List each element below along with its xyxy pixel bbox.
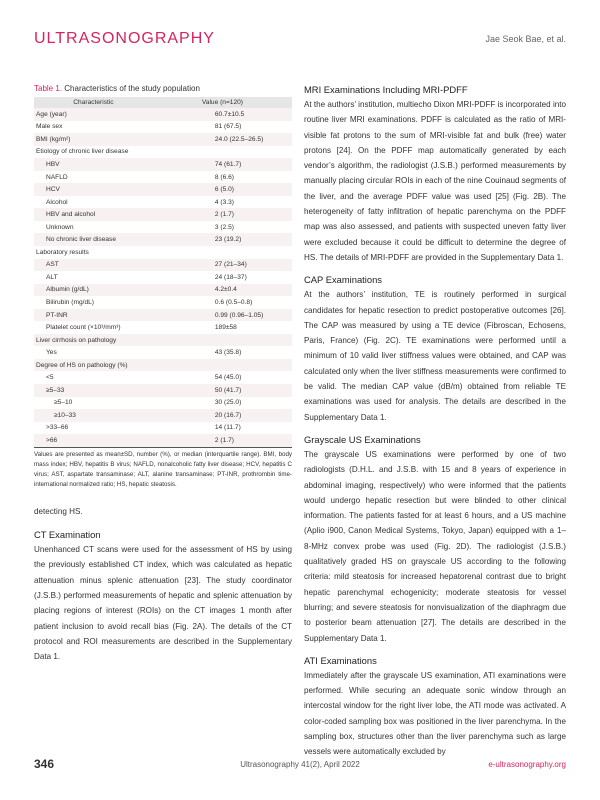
table-row	[34, 359, 292, 372]
row-characteristic: Male sex	[36, 123, 63, 131]
row-characteristic: Liver cirrhosis on pathology	[34, 334, 153, 347]
running-author: Jae Seok Bae, et al.	[485, 34, 566, 44]
row-characteristic: HBV	[34, 158, 153, 171]
table-caption	[34, 84, 292, 93]
table-row	[34, 334, 292, 347]
row-value: 20 (16.7)	[153, 409, 292, 422]
row-characteristic: BMI (kg/m²)	[34, 133, 153, 146]
row-value: 2 (1.7)	[153, 434, 292, 447]
row-value: 27 (21–34)	[153, 259, 292, 272]
row-characteristic: >66	[34, 434, 153, 447]
row-characteristic: ≥5–33	[34, 384, 153, 397]
table-row	[34, 171, 292, 184]
row-characteristic: <5	[46, 374, 54, 382]
journal-reference: Ultrasonography 41(2), April 2022	[240, 760, 360, 769]
table-row	[34, 183, 292, 196]
row-characteristic: Albumin (g/dL)	[34, 284, 153, 297]
table-row	[34, 146, 292, 159]
row-characteristic: Degree of HS on pathology (%)	[34, 359, 153, 372]
table-row	[34, 271, 292, 284]
ct-heading: CT Examination	[34, 529, 101, 541]
row-value	[153, 246, 292, 259]
row-value: 2 (1.7)	[153, 208, 292, 221]
row-value: 43 (35.8)	[214, 349, 242, 357]
row-value: 14 (11.7)	[214, 424, 241, 432]
table-row	[34, 422, 292, 435]
grayscale-us-heading: Grayscale US Examinations	[304, 433, 421, 445]
table-row	[34, 196, 292, 209]
cap-paragraph: At the authors’ institution, TE is routinely performed in surgical candidates for hepatic resection to predict postoperative outcomes [26]. The CAP was measured by using a TE device (Fibroscan, Echosens, Paris, France) (Fig. 2C). TE examinations were performed until a minimum of 10 valid liver stiffness values were obtained, and CAP was calculated only when the liver stiffness measurements were confirmed to be valid. The median CAP value (dB/m) obtained from reliable TE examinations was used for analysis. The details are described in the Supplementary Data 1.	[304, 290, 566, 422]
row-value: 24.0 (22.5–26.5)	[153, 133, 292, 146]
row-characteristic: >33–66	[46, 424, 69, 432]
row-characteristic: NAFLD	[46, 173, 68, 181]
page-number: 346	[34, 757, 55, 771]
row-value	[153, 334, 292, 347]
row-value: 189±58	[214, 324, 237, 332]
row-value: 60.7±10.5	[153, 108, 292, 121]
row-value: 50 (41.7)	[153, 384, 292, 397]
row-characteristic: Age (year)	[34, 108, 153, 121]
table-row	[34, 321, 292, 334]
row-value: 0.6 (0.5–0.8)	[214, 298, 253, 306]
row-characteristic: Unknown	[46, 223, 74, 231]
table-row	[34, 284, 292, 297]
grayscale-us-paragraph: The grayscale US examinations were performed by one of two radiologists (D.H.L. and J.S.B. with 15 and 8 years of experience in abdominal imaging, respectively) who were informed that the patients would undergo hepatic resection but were blinded to other clinical information. The patients fasted for at least 6 hours, and a US machine (Aplio i900, Canon Medical Systems, Tokyo, Japan) equipped with a 1–8-MHz convex probe was used (Fig. 2D). The radiologist (J.S.B.) qualitatively graded HS on grayscale US according to the following criteria: mild steatosis for increased hepatorenal contrast due to bright hepatic parenchymal echogenicity; moderate steatosis for vessel blurring; and severe steatosis for nonvisualization of the diaphragm due to posterior beam attenuation [27]. The details are described in the Supplementary Data 1.	[304, 449, 566, 643]
table-header-value: Value (n=120)	[153, 97, 292, 108]
row-characteristic: Platelet count (×10³/mm³)	[46, 324, 121, 332]
row-value: 54 (45.0)	[214, 374, 242, 382]
table-row	[34, 121, 292, 134]
mri-paragraph: At the authors’ institution, multiecho Dixon MRI-PDFF is incorporated into routine liver MRI examinations. PDFF is calculated as the ratio of MRI-visible fat protons to the sum of MRI-visible fat and bulk (free) water protons [24]. On the PDFF map automatically generated by each vendor’s algorithm, the radiologist (J.S.B.) performed measurements by manually placing circular ROIs in each of the nine Couinaud segments of the liver, and the average PDFF value was used [25] (Fig. 2B). The heterogeneity of fatty infiltration of hepatic parenchyma on the PDFF map was also assessed, and patients with suspected uneven fatty liver were excluded because it could be difficult to determine the degree of HS. The details of MRI-PDFF are provided in the Supplementary Data 1.	[304, 100, 566, 262]
row-characteristic: HCV	[34, 183, 153, 196]
row-value: 24 (18–37)	[214, 273, 247, 281]
row-characteristic: Laboratory results	[36, 248, 89, 256]
row-characteristic: No chronic liver disease	[34, 233, 153, 246]
table-label: Table 1.	[34, 84, 63, 93]
table-row	[34, 246, 292, 259]
row-value: 6 (5.0)	[153, 183, 292, 196]
table-row	[34, 133, 292, 146]
table-row	[34, 233, 292, 246]
row-characteristic: Yes	[46, 349, 57, 357]
row-value: 0.99 (0.96–1.05)	[153, 309, 292, 322]
right-column	[304, 84, 566, 760]
characteristics-table	[34, 97, 292, 448]
ct-paragraph: Unenhanced CT scans were used for the assessment of HS by using the previously established CT index, which was calculated as hepatic attenuation minus splenic attenuation [23]. The study coordinator (J.S.B.) performed measurements of hepatic and splenic attenuation by placing regions of interest (ROIs) on the CT images 1 month after patient inclusion to avoid recall bias (Fig. 2A). The details of the CT protocol and ROI measurements are described in the Supplementary Data 1.	[34, 545, 292, 662]
table-row	[34, 309, 292, 322]
table-title: Characteristics of the study population	[64, 84, 200, 93]
row-value: 4 (3.3)	[214, 198, 234, 206]
row-value	[153, 146, 292, 159]
row-value: 30 (25.0)	[214, 399, 242, 407]
table-row	[34, 158, 292, 171]
row-characteristic: AST	[34, 259, 153, 272]
row-value: 3 (2.5)	[214, 223, 234, 231]
table-row	[34, 108, 292, 121]
journal-website-link[interactable]: e-ultrasonography.org	[488, 760, 566, 769]
row-value	[153, 359, 292, 372]
row-characteristic: ALT	[46, 273, 58, 281]
table-row	[34, 221, 292, 234]
table-row	[34, 346, 292, 359]
row-value: 74 (61.7)	[153, 158, 292, 171]
ati-heading: ATI Examinations	[304, 654, 377, 666]
table-footnote: Values are presented as mean±SD, number (%), or median (interquartile range). BMI, body mass index; HBV, hepatitis B virus; NAFLD, nonalcoholic fatty liver disease; HCV, hepatitis C virus; AST, aspartate transaminase; ALT, alanine transaminase; PT-INR, prothrombin time-international normalized ratio; HS, hepatic steatosis.	[34, 450, 292, 488]
row-value: 23 (19.2)	[153, 233, 292, 246]
mri-heading: MRI Examinations Including MRI-PDFF	[304, 84, 468, 95]
table-header-characteristic: Characteristic	[34, 97, 153, 108]
table-row	[34, 397, 292, 410]
cap-heading: CAP Examinations	[304, 274, 382, 286]
table-row	[34, 371, 292, 384]
row-characteristic: Bilirubin (mg/dL)	[46, 298, 95, 306]
row-characteristic: Alcohol	[46, 198, 68, 206]
table-row	[34, 434, 292, 447]
row-characteristic: ≥5–10	[54, 399, 73, 407]
page-header	[34, 30, 566, 54]
table-row	[34, 208, 292, 221]
row-characteristic: PT-INR	[34, 309, 153, 322]
row-value: 8 (6.6)	[214, 173, 234, 181]
table-row	[34, 409, 292, 422]
paragraph-fragment: detecting HS.	[34, 506, 83, 516]
left-column	[34, 84, 292, 664]
row-characteristic: Etiology of chronic liver disease	[36, 148, 129, 156]
row-value: 4.2±0.4	[153, 284, 292, 297]
journal-name: ULTRASONOGRAPHY	[34, 30, 215, 47]
row-value: 81 (67.5)	[214, 123, 242, 131]
row-characteristic: ≥10–33	[34, 409, 153, 422]
table-row	[34, 259, 292, 272]
table-row	[34, 384, 292, 397]
ati-paragraph: Immediately after the grayscale US examination, ATI examinations were performed. While securing an adequate sonic window through an intercostal window for the right liver lobe, the ATI mode was activated. A color-coded sampling box was positioned in the liver parenchyma. In the sampling box, structures other than the liver parenchyma such as large vessels were automatically excluded by	[304, 670, 566, 757]
row-characteristic: HBV and alcohol	[34, 208, 153, 221]
page-footer	[34, 757, 566, 776]
table-row	[34, 296, 292, 309]
